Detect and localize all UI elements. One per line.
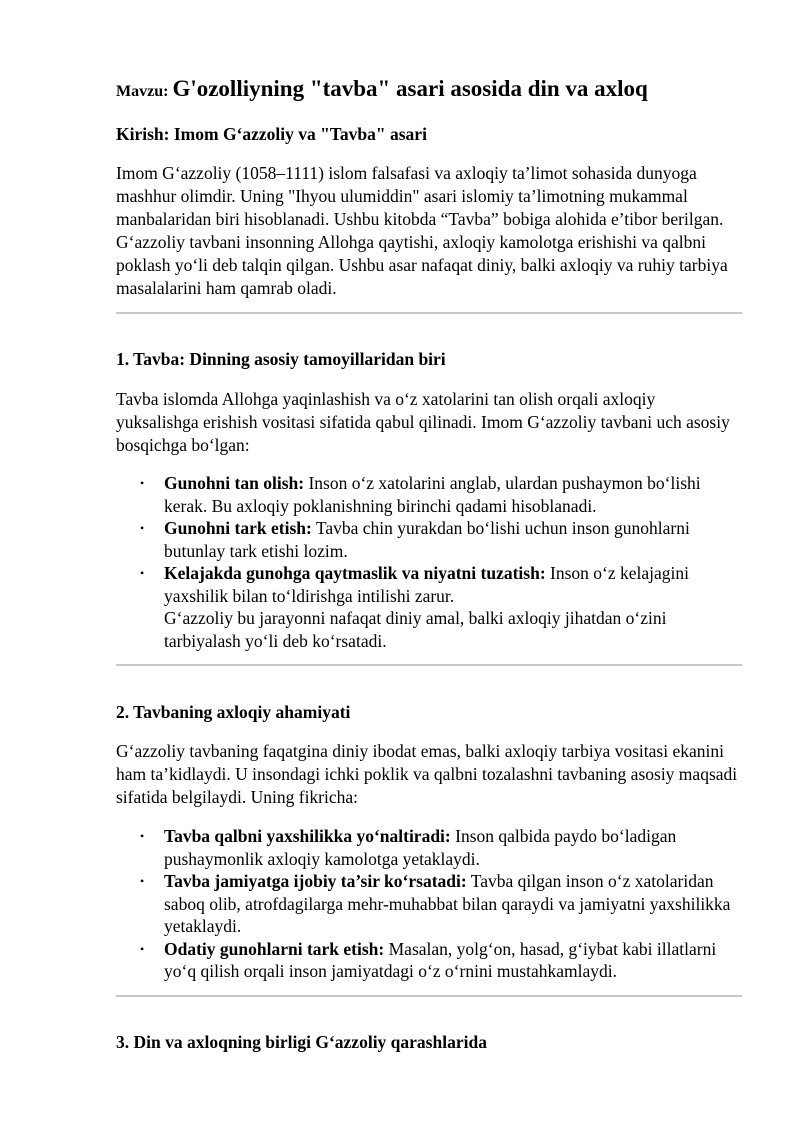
section-divider: [116, 312, 742, 314]
list-item: [116, 938, 742, 983]
list-item-text: Tavba qilgan inson o‘z xatolaridan saboq olib, atrofdagilarga mehr-muhabbat bilan qaraydi va jamiyatni yaxshilikka yetaklaydi.: [164, 871, 731, 936]
list-item-text: Tavba chin yurakdan bo‘lishi uchun inson gunohlarni butunlay tark etishi lozim.: [164, 518, 690, 561]
list-item: [116, 870, 742, 938]
bullet-icon: •: [140, 874, 145, 888]
title-prefix: Mavzu:: [116, 83, 169, 100]
list-item-text: Inson o‘z xatolarini anglab, ulardan pushaymon bo‘lishi kerak. Bu axloqiy poklanishning birinchi qadami hisoblanadi.: [164, 473, 701, 516]
bullet-icon: •: [140, 829, 145, 843]
list-item-term: Tavba qalbni yaxshilikka yo‘naltiradi:: [164, 826, 451, 846]
list-item: [116, 517, 742, 562]
list-item-text: Masalan, yolg‘on, hasad, g‘iybat kabi illatlarni yo‘q qilish orqali inson jamiyatdagi o‘z o‘rnini mustahkamlaydi.: [164, 938, 717, 981]
bullet-icon: •: [140, 476, 145, 490]
section1-heading: 1. Tavba: Dinning asosiy tamoyillaridan biri: [116, 349, 446, 369]
list-item: [116, 472, 742, 517]
list-item: [116, 562, 742, 652]
section2-heading: 2. Tavbaning axloqiy ahamiyati: [116, 702, 351, 722]
bullet-icon: •: [140, 521, 145, 535]
list-item-text: Inson qalbida paydo bo‘ladigan pushaymonlik axloqiy kamolotga yetaklaydi.: [164, 826, 677, 869]
list-item-term: Tavba jamiyatga ijobiy ta’sir ko‘rsatadi:: [164, 871, 467, 891]
intro-paragraph: Imom G‘azzoliy (1058–1111) islom falsafasi va axloqiy ta’limot sohasida dunyoga mashhur olimdir. Uning "Ihyou ulumiddin" asari islomiy ta’limotning mukammal manbalaridan biri hisoblanadi. Ushbu kitobda “Tavba” bobiga alohida e’tibor berilgan. G‘azzoliy tavbani insonning Allohga qaytishi, axloqiy kamolotga erishishi va qalbni poklash yo‘li deb talqin qilgan. Ushbu asar nafaqat diniy, balki axloqiy va ruhiy tarbiya masalalarini ham qamrab oladi.: [116, 163, 728, 298]
section2-list: [116, 825, 742, 983]
intro-heading: Kirish: Imom G‘azzoliy va "Tavba" asari: [116, 124, 427, 144]
bullet-icon: •: [140, 566, 145, 580]
section-divider: [116, 664, 742, 666]
document-title: [116, 76, 648, 102]
list-item-term: Gunohni tan olish:: [164, 473, 305, 493]
title-main: G'ozolliyning "tavba" asari asosida din va axloq: [172, 76, 648, 101]
list-item-term: Gunohni tark etish:: [164, 518, 312, 538]
list-item-extra: G‘azzoliy bu jarayonni nafaqat diniy amal, balki axloqiy jihatdan o‘zini tarbiyalash yo‘li deb ko‘rsatadi.: [164, 608, 667, 651]
section-divider: [116, 995, 742, 997]
list-item: [116, 825, 742, 870]
section1-list: [116, 472, 742, 652]
list-item-text: Inson o‘z kelajagini yaxshilik bilan to‘ldirishga intilishi zarur.: [164, 563, 690, 606]
section1-paragraph: Tavba islomda Allohga yaqinlashish va o‘z xatolarini tan olish orqali axloqiy yuksalishga erishish vositasi sifatida qabul qilinadi. Imom G‘azzoliy tavbani uch asosiy bosqichga bo‘lgan:: [116, 389, 730, 455]
section3-heading: 3. Din va axloqning birligi G‘azzoliy qarashlarida: [116, 1032, 487, 1052]
list-item-term: Odatiy gunohlarni tark etish:: [164, 938, 385, 959]
bullet-icon: •: [140, 941, 145, 956]
list-item-term: Kelajakda gunohga qaytmaslik va niyatni tuzatish:: [164, 563, 546, 583]
section2-paragraph: G‘azzoliy tavbaning faqatgina diniy ibodat emas, balki axloqiy tarbiya vositasi ekanini ham ta’kidlaydi. U insondagi ichki poklik va qalbni tozalashni tavbaning asosiy maqsadi sifatida belgilaydi. Uning fikricha:: [116, 741, 738, 807]
